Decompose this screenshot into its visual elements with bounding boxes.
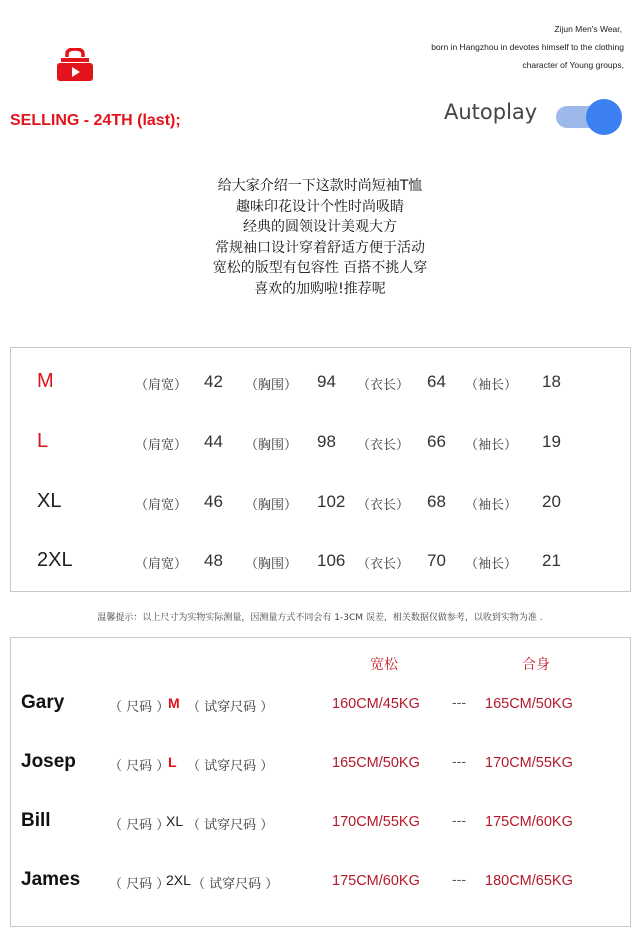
description-line: 常规袖口设计穿着舒适方便于活动: [215, 239, 425, 256]
dash-separator: ---: [452, 873, 467, 888]
chest-value: 94: [317, 372, 336, 391]
fit-row-bill: [11, 808, 630, 838]
try-label: （ 试穿尺码 ）: [192, 877, 279, 892]
chest-value: 102: [317, 492, 346, 511]
try-size: 2XL: [166, 872, 191, 888]
chest-label: （胸围）: [245, 438, 298, 453]
description-line: 经典的圆领设计美观大方: [243, 219, 397, 235]
brand-line-3: character of Young groups,: [522, 60, 624, 70]
size-label: （ 尺码 ）: [109, 818, 170, 833]
length-label: （衣长）: [357, 498, 410, 513]
length-value: 68: [427, 492, 446, 511]
try-size: L: [168, 754, 177, 770]
description-line: 趣味印花设计个性时尚吸睛: [236, 198, 404, 215]
shopping-bag-play-icon: [56, 48, 94, 82]
sleeve-label: （袖长）: [465, 498, 518, 513]
sleeve-value: 21: [542, 551, 561, 570]
fit-measure: 165CM/50KG: [485, 696, 573, 712]
brand-line-1: Zijun Men's Wear,: [554, 24, 622, 34]
size-row-m: [11, 366, 630, 396]
sleeve-label: （袖长）: [465, 378, 518, 393]
chest-label: （胸围）: [245, 557, 298, 572]
header-loose: 宽松: [370, 657, 398, 673]
fit-measure: 170CM/55KG: [485, 755, 573, 771]
fit-measure: 180CM/65KG: [485, 873, 573, 889]
measurement-note: 温馨提示：以上尺寸为实物实际测量，因测量方式不同会有 1-3CM 误差，相关数据仅做参考，以收到实物为准 .: [97, 613, 543, 623]
fit-row-josep: [11, 749, 630, 779]
fit-row-james: [11, 867, 630, 897]
length-value: 64: [427, 372, 446, 391]
chest-label: （胸围）: [245, 378, 298, 393]
description-line: 喜欢的加购啦!推荐呢: [254, 280, 386, 297]
model-name: Gary: [21, 692, 65, 713]
header-fit: 合身: [522, 657, 550, 673]
sleeve-label: （袖长）: [465, 438, 518, 453]
shoulder-label: （肩宽）: [135, 438, 188, 453]
fit-measure: 175CM/60KG: [485, 814, 573, 830]
model-name: Josep: [21, 751, 76, 772]
size-name: M: [37, 370, 54, 392]
dash-separator: ---: [452, 696, 467, 711]
product-description: [0, 176, 640, 299]
size-chart: [10, 347, 631, 592]
size-row-xl: [11, 486, 630, 516]
shoulder-label: （肩宽）: [135, 557, 188, 572]
sleeve-value: 20: [542, 492, 561, 511]
autoplay-label: Autoplay: [444, 100, 538, 124]
model-name: James: [21, 869, 81, 890]
loose-measure: 175CM/60KG: [332, 873, 420, 889]
size-name: L: [37, 430, 49, 452]
description-line: 给大家介绍一下这款时尚短袖T恤: [217, 178, 423, 194]
size-label: （ 尺码 ）: [109, 877, 170, 892]
description-line: 宽松的版型有包容性 百搭不挑人穿: [212, 260, 428, 276]
length-value: 66: [427, 432, 446, 451]
chest-label: （胸围）: [245, 498, 298, 513]
loose-measure: 170CM/55KG: [332, 814, 420, 830]
shoulder-value: 44: [204, 432, 223, 451]
size-row-l: [11, 426, 630, 456]
selling-status: SELLING - 24TH (last);: [10, 112, 181, 129]
try-label: （ 试穿尺码 ）: [187, 818, 274, 833]
sleeve-value: 18: [542, 372, 561, 391]
shoulder-label: （肩宽）: [135, 378, 188, 393]
length-label: （衣长）: [357, 557, 410, 572]
size-label: （ 尺码 ）: [109, 759, 170, 774]
shoulder-value: 42: [204, 372, 223, 391]
fit-row-gary: [11, 690, 630, 720]
toggle-knob: [586, 99, 622, 135]
shoulder-value: 46: [204, 492, 223, 511]
brand-tagline: [431, 20, 624, 74]
model-name: Bill: [21, 810, 51, 831]
length-label: （衣长）: [357, 438, 410, 453]
dash-separator: ---: [452, 814, 467, 829]
shoulder-label: （肩宽）: [135, 498, 188, 513]
loose-measure: 165CM/50KG: [332, 755, 420, 771]
try-size: XL: [166, 813, 184, 829]
brand-line-2: born in Hangzhou in devotes himself to the clothing: [431, 42, 624, 52]
chest-value: 98: [317, 432, 336, 451]
try-size: M: [168, 695, 180, 711]
size-row-2xl: [11, 545, 630, 575]
shoulder-value: 48: [204, 551, 223, 570]
length-value: 70: [427, 551, 446, 570]
loose-measure: 160CM/45KG: [332, 696, 420, 712]
try-label: （ 试穿尺码 ）: [187, 759, 274, 774]
size-label: （ 尺码 ）: [109, 700, 170, 715]
length-label: （衣长）: [357, 378, 410, 393]
autoplay-toggle[interactable]: [556, 99, 622, 135]
chest-value: 106: [317, 551, 346, 570]
fit-reference-table: [10, 637, 631, 927]
try-label: （ 试穿尺码 ）: [187, 700, 274, 715]
dash-separator: ---: [452, 755, 467, 770]
sleeve-label: （袖长）: [465, 557, 518, 572]
sleeve-value: 19: [542, 432, 561, 451]
size-name: 2XL: [37, 549, 73, 571]
size-name: XL: [37, 490, 62, 512]
